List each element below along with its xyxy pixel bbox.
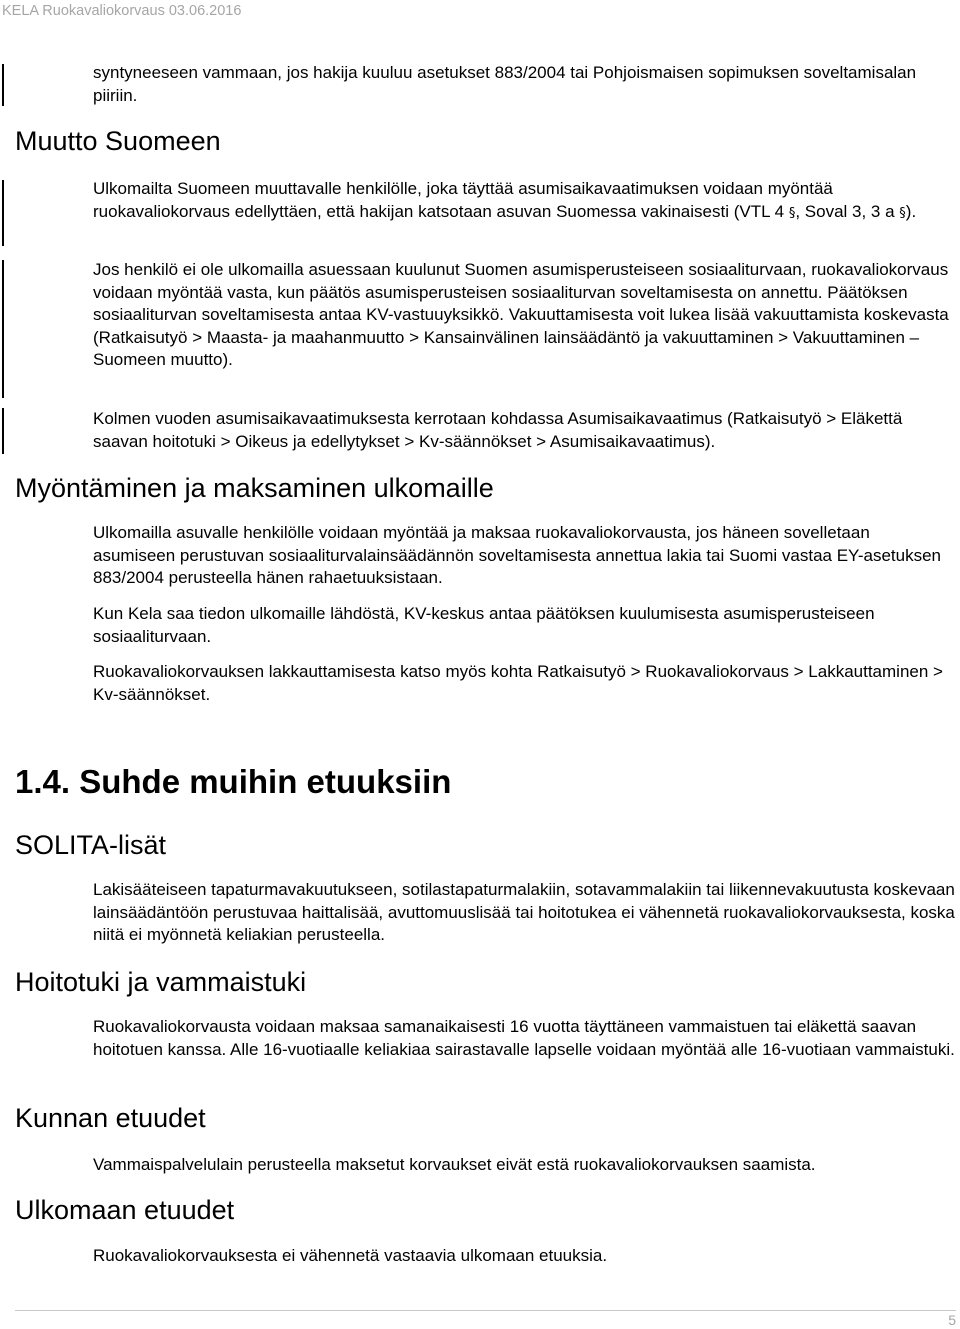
section-heading: Kunnan etuudet xyxy=(15,1103,206,1133)
paragraph-text: ). xyxy=(905,201,917,221)
paragraph: Kun Kela saa tiedon ulkomaille lähdöstä, KV-keskus antaa päätöksen kuulumisesta asumisperusteiseen sosiaaliturvaan. xyxy=(93,604,875,646)
paragraph: Ruokavaliokorvauksen lakkauttamisesta katso myös kohta Ratkaisutyö > Ruokavaliokorvaus > Lakkauttaminen > Kv-säännökset. xyxy=(93,662,943,704)
change-bar xyxy=(2,408,4,454)
paragraph: Ruokavaliokorvauksesta ei vähennetä vastaavia ulkomaan etuuksia. xyxy=(93,1246,608,1265)
section-heading: Myöntäminen ja maksaminen ulkomaille xyxy=(15,473,494,503)
section-link[interactable]: § xyxy=(899,205,906,221)
paragraph: Ulkomailla asuvalle henkilölle voidaan myöntää ja maksaa ruokavaliokorvausta, jos häneen sovelletaan asumiseen perustuvan sosiaaliturvalainsäädännön soveltamisesta annettua lakia tai Suomi vastaa EY-asetuksen 883/2004 perusteella hänen rahaetuuksistaan. xyxy=(93,523,941,587)
paragraph: Vammaispalvelulain perusteella maksetut korvaukset eivät estä ruokavaliokorvauksen saamista. xyxy=(93,1155,816,1174)
paragraph xyxy=(93,178,955,225)
section-link[interactable]: § xyxy=(788,205,796,221)
paragraph: Kolmen vuoden asumisaikavaatimuksesta kerrotaan kohdassa Asumisaikavaatimus (Ratkaisutyö > Eläkettä saavan hoitotuki > Oikeus ja edellytykset > Kv-säännökset > Asumisaikavaatimus). xyxy=(93,409,903,451)
paragraph-text: Ulkomailta Suomeen muuttavalle henkilölle, joka täyttää asumisaikavaatimuksen voidaan myöntää ruokavaliokorvaus edellyttäen, että hakijan katsotaan asuvan Suomessa vakinaisesti (VTL 4 xyxy=(93,179,833,221)
section-heading: Hoitotuki ja vammaistuki xyxy=(15,967,307,997)
paragraph-text: , Soval 3, 3 a xyxy=(795,201,895,221)
chapter-heading: 1.4. Suhde muihin etuuksiin xyxy=(15,763,452,800)
page-number: 5 xyxy=(948,1312,956,1328)
paragraph: Lakisääteiseen tapaturmavakuutukseen, sotilastapaturmalakiin, sotavammalakiin tai liikennevakuutusta koskevaan lainsäädäntöön perustuvaa haittalisää, avuttomuuslisää tai hoitotukea ei vähennetä ruokavaliokorvauksesta, koska niitä ei myönnetä keliakian perusteella. xyxy=(93,880,955,944)
document-header: KELA Ruokavaliokorvaus 03.06.2016 xyxy=(2,3,242,19)
change-bar xyxy=(2,260,4,398)
paragraph: Ruokavaliokorvausta voidaan maksaa samanaikaisesti 16 vuotta täyttäneen vammaistuen tai eläkettä saavan hoitotuen kanssa. Alle 16-vuotiaalle keliakiaa sairastavalle lapselle voidaan myöntää alle 16-vuotiaan vammaistuki. xyxy=(93,1017,955,1059)
footer-divider xyxy=(15,1310,956,1311)
section-heading: Muutto Suomeen xyxy=(15,126,221,156)
section-heading: SOLITA-lisät xyxy=(15,830,167,860)
paragraph: syntyneeseen vammaan, jos hakija kuuluu asetukset 883/2004 tai Pohjoismaisen sopimuksen soveltamisalan piiriin. xyxy=(93,63,917,105)
paragraph: Jos henkilö ei ole ulkomailla asuessaan kuulunut Suomen asumisperusteiseen sosiaaliturvaan, ruokavaliokorvaus voidaan myöntää vasta, kun päätös asumisperusteisen sosiaaliturvan soveltamisesta on annettu. Päätöksen sosiaaliturvan soveltamisesta antaa KV-vastuuyksikkö. Vakuuttamisesta voit lukea lisää vakuuttamista koskevasta (Ratkaisutyö > Maasta- ja maahanmuutto > Kansainvälinen lainsäädäntö ja vakuuttaminen > Vakuuttaminen – Suomeen muutto). xyxy=(93,260,949,369)
change-bar xyxy=(2,64,4,106)
section-heading: Ulkomaan etuudet xyxy=(15,1195,235,1225)
change-bar xyxy=(2,180,4,246)
